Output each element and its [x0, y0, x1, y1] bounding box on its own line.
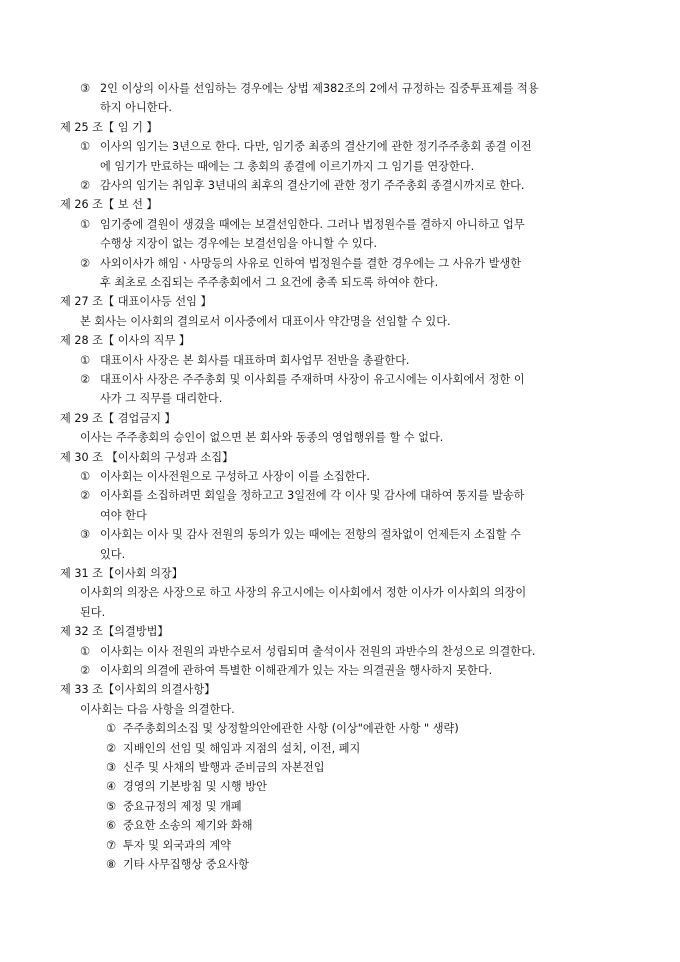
text-line [0, 254, 680, 273]
item-number: ③ [106, 761, 117, 774]
line-text: 대표이사 사장은 본 회사를 대표하며 회사업무 전반을 총괄한다. [100, 353, 410, 367]
text-line [0, 428, 680, 447]
article-heading [0, 622, 680, 641]
text-line [0, 797, 680, 816]
line-text: 감사의 임기는 취임후 3년내의 최후의 결산기에 관한 정기 주주총회 종결시까지로 한다. [100, 179, 525, 192]
line-text: 기타 사무집행상 중요사항 [123, 858, 249, 871]
item-number: ⑥ [106, 819, 117, 833]
item-number: ② [106, 741, 117, 755]
line-text: 사가 그 직무를 대리한다. [100, 392, 223, 406]
line-text: 중요한 소송의 제기와 화해 [123, 819, 253, 833]
text-line [0, 389, 680, 408]
text-line [0, 234, 680, 253]
line-text: 본 회사는 이사회의 결의로서 이사중에서 대표이사 약간명을 선임할 수 있다. [80, 314, 451, 328]
line-text: 이사의 임기는 3년으로 한다. 다만, 임기중 최종의 결산기에 관한 정기주주총회 종결 이전 [100, 140, 532, 154]
text-line [0, 525, 680, 544]
item-number: ② [80, 489, 91, 503]
line-text: 사외이사가 해임ㆍ사망등의 사유로 인하여 법정원수를 결한 경우에는 그 사유가 발생한 [100, 256, 522, 270]
text-line [0, 98, 680, 117]
article-title: 제 28 조【 이사의 직무 】 [60, 334, 191, 348]
line-text: 투자 및 외국과의 계약 [123, 838, 231, 852]
line-text: 경영의 기본방침 및 시행 방안 [123, 780, 267, 794]
text-line [0, 700, 680, 719]
item-number: ⑧ [106, 858, 117, 871]
article-heading [0, 118, 680, 137]
article-heading [0, 292, 680, 311]
article-heading [0, 409, 680, 428]
item-number: ① [80, 644, 91, 658]
text-line [0, 545, 680, 564]
item-number: ⑤ [106, 799, 117, 813]
line-text: 이사회는 다음 사항을 의결한다. [80, 702, 235, 716]
text-line [0, 739, 680, 758]
article-heading [0, 448, 680, 467]
text-line [0, 816, 680, 835]
line-text: 대표이사 사장은 주주총회 및 이사회를 주재하며 사장이 유고시에는 이사회에서 정한 이 [100, 373, 525, 386]
text-line [0, 603, 680, 622]
item-number: ① [80, 140, 91, 154]
article-title: 제 27 조【 대표이사등 선임 】 [60, 295, 212, 309]
text-line [0, 758, 680, 777]
text-line [0, 642, 680, 661]
article-title: 제 29 조【 겸업금지 】 [60, 411, 176, 425]
article-heading [0, 195, 680, 214]
text-line [0, 351, 680, 370]
article-heading [0, 331, 680, 350]
line-text: 있다. [100, 547, 126, 561]
text-line [0, 79, 680, 98]
item-number: ① [80, 217, 91, 231]
item-number: ⑦ [106, 838, 117, 852]
text-line [0, 370, 680, 389]
line-text: 주주총회의소집 및 상정할의안에관한 사항 (이상"에관한 사항 " 생략) [123, 722, 459, 736]
item-number: ② [80, 179, 91, 192]
line-text: 2인 이상의 이사를 선임하는 경우에는 상법 제382조의 2에서 규정하는 집중투표제를 적용 [100, 82, 539, 95]
line-text: 후 최초로 소집되는 주주총회에서 그 요건에 충족 되도록 하여야 한다. [100, 276, 439, 289]
article-title: 제 30 조 【이사회의 구성과 소집】 [60, 450, 234, 464]
item-number: ① [80, 470, 91, 483]
text-line [0, 273, 680, 292]
text-line [0, 486, 680, 505]
line-text: 이사회는 이사전원으로 구성하고 사장이 이를 소집한다. [100, 470, 370, 483]
text-line [0, 157, 680, 176]
text-line [0, 777, 680, 796]
line-text: 이사회는 이사 및 감사 전원의 동의가 있는 때에는 전항의 절차없이 언제든지 소집할 수 [100, 528, 521, 542]
line-text: 중요규정의 제정 및 개폐 [123, 799, 242, 813]
article-heading [0, 680, 680, 699]
item-number: ④ [106, 780, 117, 794]
item-number: ① [80, 353, 91, 367]
text-line [0, 661, 680, 680]
line-text: 이사회를 소집하려면 회일을 정하고고 3일전에 각 이사 및 감사에 대하여 통지를 발송하 [100, 489, 525, 503]
text-line [0, 215, 680, 234]
text-line [0, 855, 680, 874]
article-heading [0, 564, 680, 583]
article-title: 제 25 조【 임 기 】 [60, 120, 158, 134]
item-number: ② [80, 373, 91, 386]
line-text: 이사회의 의장은 사장으로 하고 사장의 유고시에는 이사회에서 정한 이사가 이사회의 의장이 [80, 586, 527, 600]
line-text: 이사는 주주총회의 승인이 없으면 본 회사와 동종의 영업행위를 할 수 없다. [80, 431, 444, 445]
line-text: 지배인의 선임 및 해임과 지점의 설치, 이전, 폐지 [123, 741, 361, 755]
line-text: 이사회의 의결에 관하여 특별한 이해관계가 있는 자는 의결권을 행사하지 못한다. [100, 664, 493, 677]
text-line [0, 467, 680, 486]
item-number: ③ [80, 528, 91, 542]
item-number: ② [80, 664, 91, 677]
line-text: 에 임기가 만료하는 때에는 그 총회의 종결에 이르기까지 그 임기를 연장한다. [100, 159, 475, 173]
article-title: 제 31 조【이사회 의장】 [60, 567, 183, 580]
article-title: 제 32 조【의결방법】 [60, 625, 169, 639]
article-title: 제 26 조【 보 선 】 [60, 198, 158, 212]
text-line [0, 312, 680, 331]
text-line [0, 583, 680, 602]
article-title: 제 33 조【이사회의 의결사항】 [60, 683, 216, 697]
line-text: 신주 및 사채의 발행과 준비금의 자본전입 [123, 761, 325, 774]
line-text: 된다. [80, 605, 106, 619]
line-text: 하지 아니한다. [100, 101, 172, 115]
text-line [0, 176, 680, 195]
line-text: 임기중에 결원이 생겼을 때에는 보결선임한다. 그러나 법정원수를 결하지 아니하고 업무 [100, 217, 525, 231]
text-line [0, 137, 680, 156]
line-text: 이사회는 이사 전원의 과반수로서 성립되며 출석이사 전원의 과반수의 찬성으로 의결한다. [100, 644, 536, 658]
text-line [0, 719, 680, 738]
line-text: 수행상 지장이 없는 경우에는 보결선임을 아니할 수 있다. [100, 237, 378, 251]
text-line [0, 836, 680, 855]
item-number: ③ [80, 82, 91, 95]
line-text: 여야 한다 [100, 508, 147, 522]
item-number: ① [106, 722, 117, 736]
item-number: ② [80, 256, 91, 270]
text-line [0, 506, 680, 525]
